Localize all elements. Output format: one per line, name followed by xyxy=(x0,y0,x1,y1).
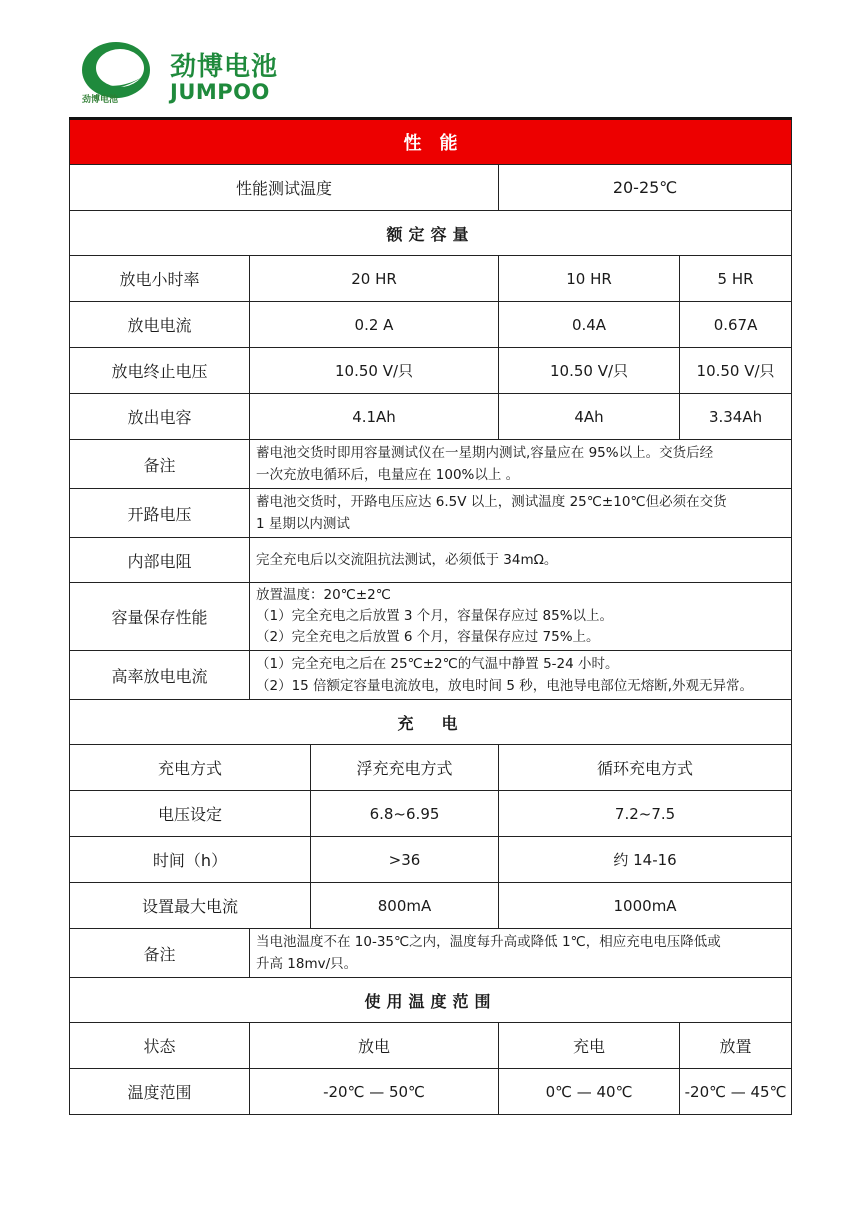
highrate-label: 高率放电电流 xyxy=(70,651,250,700)
ocv-label: 开路电压 xyxy=(70,489,250,538)
test-temp-value: 20-25℃ xyxy=(499,165,792,211)
capacity-cell: 4.1Ah xyxy=(250,394,499,440)
capacity-row-label: 放电小时率 xyxy=(70,256,250,302)
charge-row-label: 设置最大电流 xyxy=(70,883,311,929)
temp-row-label: 状态 xyxy=(70,1023,250,1069)
logo-english-name: JUMPOO xyxy=(170,80,270,104)
spec-table xyxy=(69,117,792,1115)
charge-cell: 循环充电方式 xyxy=(499,745,792,791)
capacity-cell: 0.67A xyxy=(680,302,792,348)
ir-text xyxy=(250,538,792,583)
logo-subtext: 劲博电池 xyxy=(82,95,119,105)
test-temp-label: 性能测试温度 xyxy=(70,165,499,211)
temp-cell: -20℃ — 45℃ xyxy=(680,1069,792,1115)
temp-row-label: 温度范围 xyxy=(70,1069,250,1115)
charge-cell: 6.8~6.95 xyxy=(311,791,499,837)
charge-row-label: 电压设定 xyxy=(70,791,311,837)
remark-text xyxy=(250,440,792,489)
capacity-cell: 10.50 V/只 xyxy=(499,348,680,394)
charge-row-label: 充电方式 xyxy=(70,745,311,791)
charge-remark-line: 升高 18mv/只。 xyxy=(256,956,358,972)
capacity-cell: 5 HR xyxy=(680,256,792,302)
retention-label: 容量保存性能 xyxy=(70,583,250,651)
highrate-text xyxy=(250,651,792,700)
charge-remark-line: 当电池温度不在 10-35℃之内，温度每升高或降低 1℃，相应充电电压降低或 xyxy=(256,934,721,950)
ocv-line: 1 星期以内测试 xyxy=(256,516,350,532)
capacity-row-label: 放电电流 xyxy=(70,302,250,348)
company-logo xyxy=(78,38,278,113)
capacity-cell: 10.50 V/只 xyxy=(680,348,792,394)
charge-cell: 800mA xyxy=(311,883,499,929)
capacity-cell: 0.2 A xyxy=(250,302,499,348)
charge-cell: 约 14-16 xyxy=(499,837,792,883)
capacity-cell: 10.50 V/只 xyxy=(250,348,499,394)
remark-line: 一次充放电循环后，电量应在 100%以上 。 xyxy=(256,467,520,483)
logo-chinese-name: 劲博电池 xyxy=(170,52,279,82)
capacity-cell: 0.4A xyxy=(499,302,680,348)
charge-cell: >36 xyxy=(311,837,499,883)
charge-remark-label: 备注 xyxy=(70,929,250,978)
capacity-row-label: 放出电容 xyxy=(70,394,250,440)
highrate-line: （2）15 倍额定容量电流放电，放电时间 5 秒，电池导电部位无熔断,外观无异常。 xyxy=(256,678,754,694)
ocv-line: 蓄电池交货时，开路电压应达 6.5V 以上，测试温度 25℃±10℃但必须在交货 xyxy=(256,494,727,510)
rated-capacity-header: 额定容量 xyxy=(70,211,792,256)
charge-header: 充 电 xyxy=(70,700,792,745)
retention-text xyxy=(250,583,792,651)
charge-cell: 1000mA xyxy=(499,883,792,929)
ir-line: 完全充电后以交流阻抗法测试，必须低于 34mΩ。 xyxy=(256,552,558,568)
temp-cell: -20℃ — 50℃ xyxy=(250,1069,499,1115)
capacity-cell: 4Ah xyxy=(499,394,680,440)
capacity-row-label: 放电终止电压 xyxy=(70,348,250,394)
temperature-header: 使用温度范围 xyxy=(70,978,792,1023)
capacity-cell: 20 HR xyxy=(250,256,499,302)
charge-cell: 7.2~7.5 xyxy=(499,791,792,837)
capacity-cell: 3.34Ah xyxy=(680,394,792,440)
capacity-cell: 10 HR xyxy=(499,256,680,302)
temp-cell: 放置 xyxy=(680,1023,792,1069)
highrate-line: （1）完全充电之后在 25℃±2℃的气温中静置 5-24 小时。 xyxy=(256,656,619,672)
ir-label: 内部电阻 xyxy=(70,538,250,583)
ocv-text xyxy=(250,489,792,538)
charge-remark-text xyxy=(250,929,792,978)
remark-label: 备注 xyxy=(70,440,250,489)
charge-cell: 浮充充电方式 xyxy=(311,745,499,791)
retention-line: 放置温度：20℃±2℃ xyxy=(256,587,391,603)
remark-line: 蓄电池交货时即用容量测试仪在一星期内测试,容量应在 95%以上。交货后经 xyxy=(256,445,714,461)
performance-header: 性 能 xyxy=(70,119,792,165)
temp-cell: 放电 xyxy=(250,1023,499,1069)
charge-row-label: 时间（h） xyxy=(70,837,311,883)
temp-cell: 0℃ — 40℃ xyxy=(499,1069,680,1115)
retention-line: （1）完全充电之后放置 3 个月，容量保存应过 85%以上。 xyxy=(256,608,614,624)
temp-cell: 充电 xyxy=(499,1023,680,1069)
retention-line: （2）完全充电之后放置 6 个月，容量保存应过 75%上。 xyxy=(256,629,600,645)
